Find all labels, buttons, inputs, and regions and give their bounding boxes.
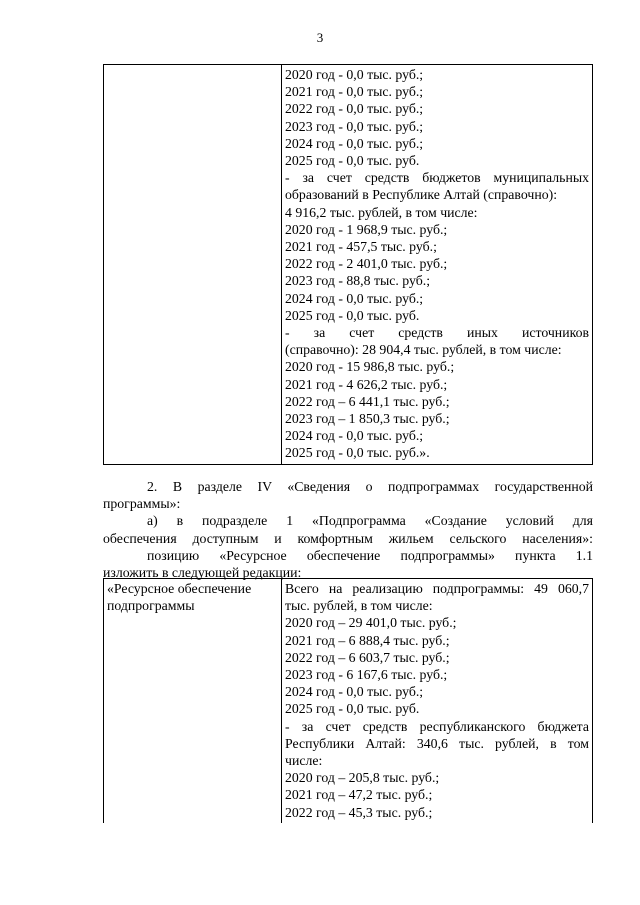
- funding-line: 2022 год – 6 441,1 тыс. руб.;: [285, 393, 450, 409]
- funding-line: 2020 год - 1 968,9 тыс. руб.;: [285, 221, 448, 237]
- table-cell-funding-details: [282, 579, 593, 823]
- funding-line: 2024 год - 0,0 тыс. руб.;: [285, 684, 424, 700]
- funding-table-continued: [103, 64, 593, 465]
- funding-line: 2024 год - 0,0 тыс. руб.;: [285, 290, 424, 306]
- funding-line: 2020 год - 0,0 тыс. руб.;: [285, 67, 424, 82]
- funding-line: - за счет средств бюджетов муниципальных: [285, 170, 589, 186]
- label-line: «Ресурсное обеспечение: [107, 581, 252, 596]
- resource-provision-table: [103, 578, 593, 823]
- funding-line: 2022 год – 45,3 тыс. руб.;: [285, 804, 433, 820]
- table-cell-label: [104, 579, 282, 823]
- funding-line: 2021 год – 6 888,4 тыс. руб.;: [285, 632, 450, 648]
- paragraph-subsection-1: а) в подразделе 1 «Подпрограмма «Создание условий для: [147, 513, 593, 529]
- funding-line: - за счет средств иных источников: [285, 325, 589, 341]
- table-row: [104, 65, 593, 465]
- funding-line: 2020 год - 15 986,8 тыс. руб.;: [285, 359, 455, 375]
- funding-line: 2020 год – 29 401,0 тыс. руб.;: [285, 615, 457, 631]
- table-row: [104, 579, 593, 823]
- funding-line: 2024 год - 0,0 тыс. руб.;: [285, 428, 424, 444]
- table-cell-empty: [104, 65, 282, 465]
- funding-line: 2025 год - 0,0 тыс. руб.: [285, 307, 420, 323]
- funding-line: 2023 год - 0,0 тыс. руб.;: [285, 118, 424, 134]
- funding-line: 2021 год - 4 626,2 тыс. руб.;: [285, 376, 448, 392]
- funding-line: 2025 год - 0,0 тыс. руб.».: [285, 445, 430, 461]
- funding-line: 2022 год – 6 603,7 тыс. руб.;: [285, 649, 450, 665]
- funding-line: тыс. рублей, в том числе:: [285, 598, 433, 614]
- funding-line: Республики Алтай: 340,6 тыс. рублей, в том: [285, 735, 589, 751]
- funding-line: 2021 год – 47,2 тыс. руб.;: [285, 787, 433, 803]
- funding-line: 2021 год - 0,0 тыс. руб.;: [285, 84, 424, 100]
- funding-line: 2024 год - 0,0 тыс. руб.;: [285, 135, 424, 151]
- funding-line: числе:: [285, 753, 323, 769]
- funding-line: 2021 год - 457,5 тыс. руб.;: [285, 239, 437, 255]
- funding-line: 2023 год – 1 850,3 тыс. руб.;: [285, 411, 450, 427]
- page-number: 3: [316, 30, 324, 45]
- funding-line: 2025 год - 0,0 тыс. руб.: [285, 701, 420, 717]
- paragraph-position-cont: изложить в следующей редакции:: [103, 565, 302, 581]
- funding-line: 2020 год – 205,8 тыс. руб.;: [285, 770, 440, 786]
- funding-line: 2023 год - 88,8 тыс. руб.;: [285, 273, 431, 289]
- paragraph-section-iv: 2. В разделе IV «Сведения о подпрограммах государственной: [147, 479, 593, 494]
- funding-line: 4 916,2 тыс. рублей, в том числе:: [285, 204, 478, 220]
- funding-line: 2025 год - 0,0 тыс. руб.: [285, 153, 420, 169]
- paragraph-section-iv-cont: программы»:: [103, 496, 181, 512]
- funding-line: 2022 год - 2 401,0 тыс. руб.;: [285, 256, 448, 272]
- funding-line: 2023 год - 6 167,6 тыс. руб.;: [285, 667, 448, 683]
- table-cell-funding-details: [282, 65, 593, 465]
- label-line: подпрограммы: [107, 598, 195, 614]
- funding-line: Всего на реализацию подпрограммы: 49 060,7: [285, 581, 589, 596]
- funding-line: - за счет средств республиканского бюджета: [285, 718, 589, 734]
- amendment-text: [103, 478, 593, 581]
- funding-line: 2022 год - 0,0 тыс. руб.;: [285, 101, 424, 117]
- paragraph-position: позицию «Ресурсное обеспечение подпрограммы» пункта 1.1: [147, 547, 593, 563]
- funding-line: (справочно): 28 904,4 тыс. рублей, в том числе:: [285, 342, 562, 358]
- funding-line: образований в Республике Алтай (справочно):: [285, 187, 558, 203]
- paragraph-subsection-1-cont: обеспечения доступным и комфортным жильем сельского населения»:: [103, 530, 593, 546]
